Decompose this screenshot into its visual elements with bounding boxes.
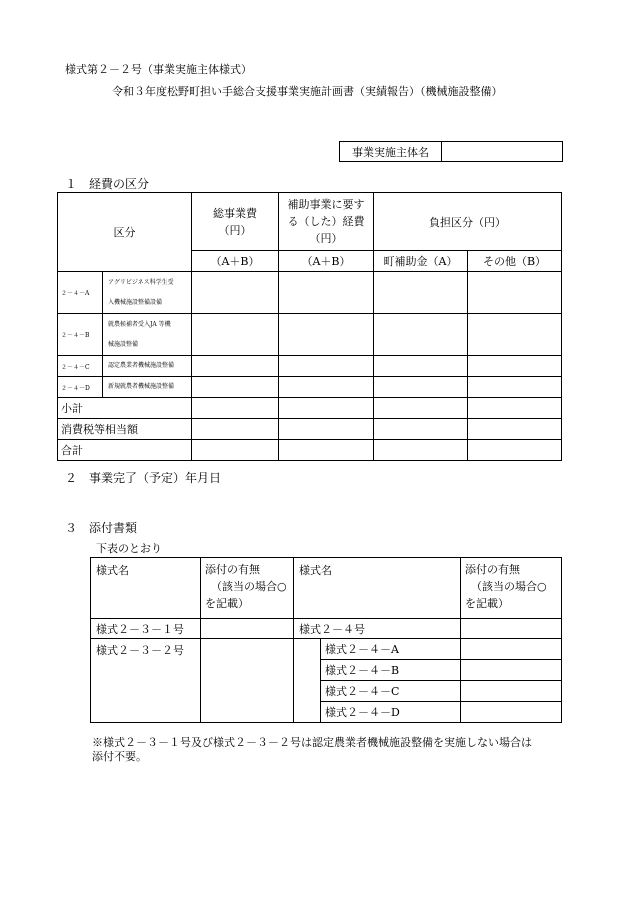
attachments-table [90,557,562,723]
cell-subsidy[interactable] [279,356,374,377]
row-code: ２－４－A [58,272,103,314]
subtotal-label: 小計 [58,398,192,419]
table-row [58,272,562,314]
cell-subsidy[interactable] [279,419,374,440]
cell-other[interactable] [468,440,562,461]
attach-cell[interactable] [461,681,562,702]
footnote: ※様式２－３－１号及び様式２－３－２号は認定農業者機械施設整備を実施しない場合は 添付不要。 [92,736,532,763]
row-code: ２－４－B [58,314,103,356]
cell-town[interactable] [374,419,468,440]
cell-total[interactable] [192,440,279,461]
cell-town[interactable] [374,377,468,398]
subheader-subsidy: （A＋B） [279,251,374,272]
row-code: ２－４－C [58,356,103,377]
header-attach-right: 添付の有無 （該当の場合○ を記載） [461,558,562,619]
cell-subsidy[interactable] [279,272,374,314]
form-2-4-a: 様式２－４－A [321,639,461,660]
header-kubun: 区分 [58,193,192,272]
cell-subsidy[interactable] [279,377,374,398]
header-subsidy-cost: 補助事業に要す る（した）経費 （円） [279,193,374,251]
attach-cell[interactable] [461,619,562,639]
cell-town[interactable] [374,356,468,377]
cell-other[interactable] [468,419,562,440]
row-name: 認定農業者機械施設整備 [103,356,192,377]
cost-breakdown-table [57,192,562,461]
cell-other[interactable] [468,398,562,419]
form-number: 様式第２－２号（事業実施主体様式） [65,63,252,76]
form-2-4-c: 様式２－４－C [321,681,461,702]
row-name: アグリビジネス科学生受 入機械施設整備設備 [103,272,192,314]
entity-name-table [339,141,563,162]
header-form-left: 様式名 [91,558,201,619]
indent-spacer [294,639,321,723]
cell-total[interactable] [192,398,279,419]
section1-heading: １ 経費の区分 [65,177,150,191]
attach-cell[interactable] [461,702,562,723]
cell-total[interactable] [192,377,279,398]
section3-heading: ３ 添付書類 [65,521,138,535]
cell-total[interactable] [192,356,279,377]
document-title: 令和３年度松野町担い手総合支援事業実施計画書（実績報告）（機械施設整備） [112,85,503,98]
row-name: 就農候補者受入JA 等機 械施設整備 [103,314,192,356]
cell-town[interactable] [374,440,468,461]
row-name: 新規就農者機械施設整備 [103,377,192,398]
cell-town[interactable] [374,314,468,356]
form-2-4-d: 様式２－４－D [321,702,461,723]
form-2-3-1: 様式２－３－１号 [91,619,201,639]
cell-total[interactable] [192,314,279,356]
header-burden: 負担区分（円） [374,193,562,251]
header-attach-left: 添付の有無 （該当の場合○ を記載） [201,558,294,619]
cell-total[interactable] [192,419,279,440]
section2-heading: ２ 事業完了（予定）年月日 [65,471,222,485]
cell-subsidy[interactable] [279,314,374,356]
attach-cell[interactable] [461,660,562,681]
cell-town[interactable] [374,272,468,314]
cell-other[interactable] [468,272,562,314]
subheader-other: その他（B） [468,251,562,272]
table-row [58,314,562,356]
row-code: ２－４－D [58,377,103,398]
tax-label: 消費税等相当額 [58,419,192,440]
header-total-cost: 総事業費 （円） [192,193,279,251]
cell-town[interactable] [374,398,468,419]
section3-lead: 下表のとおり [96,542,162,555]
entity-name-label: 事業実施主体名 [340,142,442,162]
subtotal-row [58,398,562,419]
table-row [58,377,562,398]
total-label: 合計 [58,440,192,461]
tax-row [58,419,562,440]
attach-cell[interactable] [201,639,294,723]
subheader-total: （A＋B） [192,251,279,272]
cell-other[interactable] [468,314,562,356]
attach-cell[interactable] [201,619,294,639]
cell-other[interactable] [468,377,562,398]
header-form-right: 様式名 [294,558,461,619]
subheader-town-subsidy: 町補助金（A） [374,251,468,272]
form-2-4-b: 様式２－４－B [321,660,461,681]
attach-cell[interactable] [461,639,562,660]
entity-name-field[interactable] [442,142,563,162]
cell-subsidy[interactable] [279,398,374,419]
cell-other[interactable] [468,356,562,377]
form-2-4: 様式２－４号 [294,619,461,639]
cell-subsidy[interactable] [279,440,374,461]
cell-total[interactable] [192,272,279,314]
form-2-3-2: 様式２－３－２号 [91,639,201,723]
total-row [58,440,562,461]
table-row [58,356,562,377]
